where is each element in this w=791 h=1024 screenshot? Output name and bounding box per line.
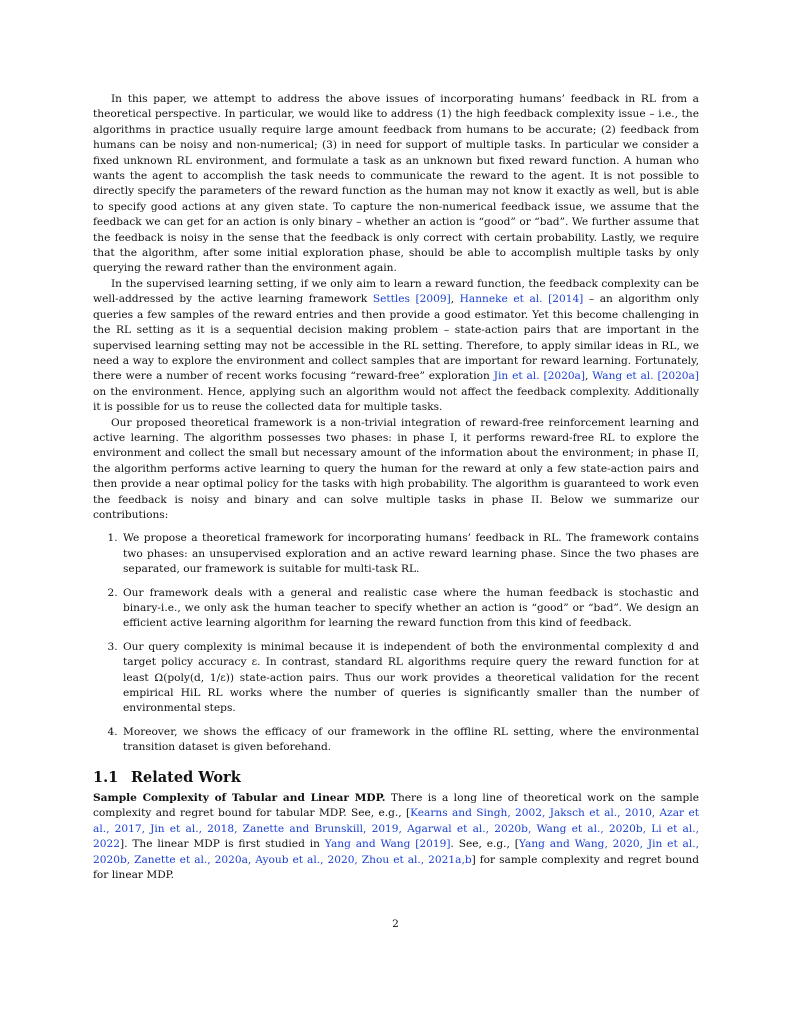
text-run: on the environment. Hence, applying such an algorithm would not affect the feedback complexity. Additionally it is possible for us to reuse the collected data for multiple tasks.: [93, 385, 699, 414]
section-heading: [93, 770, 699, 785]
text-run: In the supervised learning setting, if we only aim to learn a reward function, the feedback complexity can be well-addressed by the active learning framework: [93, 277, 699, 306]
contribution-item: 1. We propose a theoretical framework for incorporating humans’ feedback in RL. The framework contains two phases: an unsupervised exploration and an active reward learning phase. Since the two phases are separated, our framework is suitable for multi-task RL.: [121, 531, 699, 577]
citation-link[interactable]: Wang et al. [2020a]: [592, 370, 699, 383]
text-run: – an algorithm only queries a few samples of the reward entries and then provide a good estimator. Yet this become challenging in the RL setting as it is a sequential decision making problem – state-action pairs that are important in the supervised learning setting may not be accessible in the RL setting. Therefore, to apply similar ideas in RL, we need a way to explore the environment and collect samples that are important for reward learning. Fortunately, there were a number of recent works focusing “reward-free” exploration: [93, 293, 699, 383]
paragraph-framework: Our proposed theoretical framework is a non-trivial integration of reward-free reinforcement learning and active learning. The algorithm possesses two phases: in phase I, it performs reward-free RL to explore the environment and collect the small but necessary amount of the information about the environment; in phase II, the algorithm performs active learning to query the human for the reward at only a few state-action pairs and then provide a near optimal policy for the tasks with high probability. The algorithm is guaranteed to work even the feedback is noisy and binary and can solve multiple tasks in phase II. Below we summarize our contributions:: [93, 416, 699, 521]
paragraph-related-work: [93, 791, 699, 883]
contribution-item: 2. Our framework deals with a general and realistic case where the human feedback is stochastic and binary-i.e., we only ask the human teacher to specify whether an action is “good” or “bad”. We design an efficient active learning algorithm for learning the reward function from this kind of feedback.: [121, 586, 699, 632]
text-run: ]. The linear MDP is first studied in: [119, 838, 325, 851]
paragraph-intro: In this paper, we attempt to address the above issues of incorporating humans’ feedback in RL from a theoretical perspective. In particular, we would like to address (1) the high feedback complexity issue – i.e., the algorithms in practice usually require large amount feedback from humans to be accurate; (2) feedback from humans can be noisy and non-numerical; (3) in need for support of multiple tasks. In particular we consider a fixed unknown RL environment, and formulate a task as an unknown but fixed reward function. A human who wants the agent to accomplish the task needs to communicate the reward to the agent. It is not possible to directly specify the parameters of the reward function as the human may not know it exactly as well, but is able to specify good actions at any given state. To capture the non-numerical feedback issue, we assume that the feedback we can get for an action is only binary – whether an action is “good” or “bad”. We further assume that the feedback is noisy in the sense that the feedback is only correct with certain probability. Lastly, we require that the algorithm, after some initial exploration phase, should be able to accomplish multiple tasks by only querying the reward rather than the environment again.: [93, 93, 699, 275]
text-run: ,: [450, 293, 460, 306]
citation-link[interactable]: Yang and Wang [2019]: [324, 838, 451, 851]
section-title: Related Work: [131, 768, 241, 786]
text-run: . See, e.g., [: [450, 838, 519, 851]
contributions-list: [93, 531, 699, 755]
contribution-item: 3. Our query complexity is minimal because it is independent of both the environmental complexity d and target policy accuracy ε. In contrast, standard RL algorithms require query the reward function for at least Ω(poly(d, 1/ε)) state-action pairs. Thus our work provides a theoretical validation for the recent empirical HiL RL works where the number of queries is significantly smaller than the number of environmental steps.: [121, 640, 699, 717]
citation-link[interactable]: Jin et al. [2020a]: [493, 370, 586, 383]
citation-link[interactable]: Hanneke et al. [2014]: [459, 293, 584, 306]
text-run: ] for sample complexity and regret bound for linear MDP.: [93, 853, 699, 882]
citation-link[interactable]: Kearns and Singh, 2002, Jaksch et al., 2010, Azar et al., 2017, Jin et al., 2018, Zanette and Brunskill, 2019, Agarwal et al., 2020b, Wang et al., 2020b, Li et al., 2022: [93, 807, 699, 851]
page-body: [93, 92, 699, 884]
paragraph-supervised: [93, 277, 699, 416]
page-number: 2: [392, 918, 399, 930]
section-number: 1.1: [93, 768, 119, 786]
text-run: There is a long line of theoretical work on the sample complexity and regret bound for tabular MDP. See, e.g., [: [93, 792, 699, 820]
citation-link[interactable]: Yang and Wang, 2020, Jin et al., 2020b, Zanette et al., 2020a, Ayoub et al., 2020, Zhou et al., 2021a,b: [93, 838, 699, 866]
citation-link[interactable]: Settles [2009]: [372, 293, 451, 306]
paragraph-heading: Sample Complexity of Tabular and Linear MDP.: [93, 792, 386, 805]
text-run: ,: [585, 370, 593, 383]
contribution-item: 4. Moreover, we shows the efficacy of our framework in the offline RL setting, where the environmental transition dataset is given beforehand.: [121, 725, 699, 756]
